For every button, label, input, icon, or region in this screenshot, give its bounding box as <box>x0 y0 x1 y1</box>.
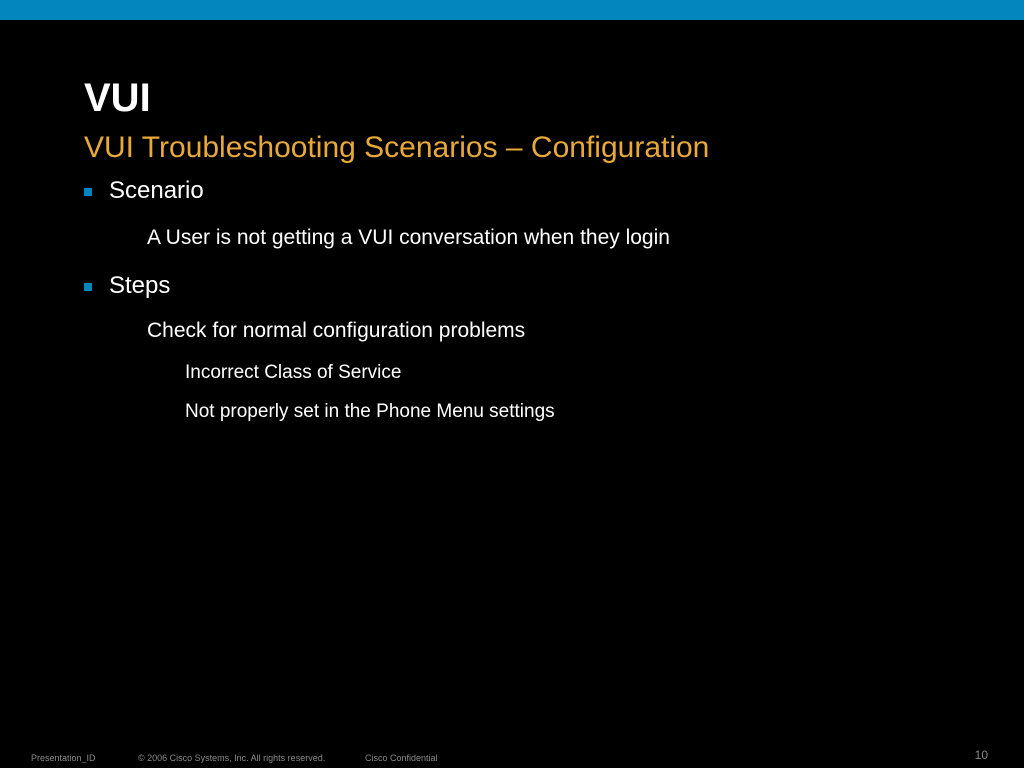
bullet-label: Steps <box>109 272 171 299</box>
steps-subdetail: Not properly set in the Phone Menu settings <box>185 401 555 422</box>
header-bar <box>0 0 1024 20</box>
page-number: 10 <box>974 748 988 762</box>
square-bullet-icon <box>84 188 92 196</box>
steps-detail: Check for normal configuration problems <box>147 319 526 342</box>
footer-confidential: Cisco Confidential <box>365 753 438 763</box>
steps-subdetail: Incorrect Class of Service <box>185 362 402 383</box>
slide-title: VUI <box>84 76 151 120</box>
scenario-detail: A User is not getting a VUI conversation when they login <box>147 226 670 249</box>
footer-copyright: © 2006 Cisco Systems, Inc. All rights reserved. <box>138 753 326 763</box>
footer-presentation-id: Presentation_ID <box>31 753 96 763</box>
bullet-label: Scenario <box>109 177 204 204</box>
bullet-scenario <box>84 176 204 206</box>
slide-subtitle: VUI Troubleshooting Scenarios – Configuration <box>84 131 710 164</box>
bullet-steps <box>84 271 170 301</box>
square-bullet-icon <box>84 283 92 291</box>
